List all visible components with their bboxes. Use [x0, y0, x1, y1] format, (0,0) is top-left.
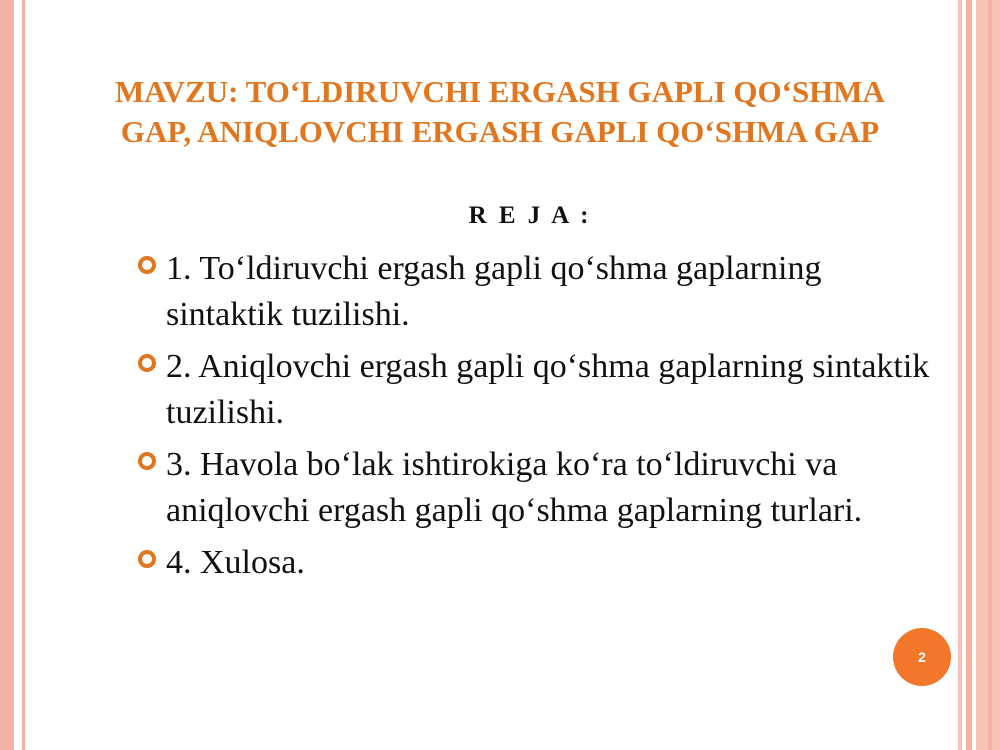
plan-item — [138, 442, 938, 534]
plan-item-text: 4. Xulosa. — [166, 544, 305, 581]
plan-list — [138, 246, 938, 592]
plan-item — [138, 540, 938, 586]
plan-item-text: 3. Havola bo‘lak ishtirokiga ko‘ra to‘ldiruvchi va aniqlovchi ergash gapli qo‘shma gaplarning turlari. — [166, 446, 863, 529]
plan-heading: R E J A : — [468, 202, 592, 229]
plan-item — [138, 344, 938, 436]
left-frame-bar — [0, 0, 14, 750]
right-frame-stripe — [958, 0, 962, 750]
plan-item — [138, 246, 938, 338]
right-frame-stripe — [966, 0, 972, 750]
plan-item-text: 1. To‘ldiruvchi ergash gapli qo‘shma gaplarning sintaktik tuzilishi. — [166, 250, 822, 333]
right-frame-stripe — [988, 0, 992, 750]
ring-bullet-icon — [138, 550, 156, 568]
plan-item-text: 2. Aniqlovchi ergash gapli qo‘shma gaplarning sintaktik tuzilishi. — [166, 348, 930, 431]
slide-title: MAVZU: TO‘LDIRUVCHI ERGASH GAPLI QO‘SHMA GAP, ANIQLOVCHI ERGASH GAPLI QO‘SHMA GAP — [115, 74, 885, 149]
page-number-badge: 2 — [893, 628, 951, 686]
ring-bullet-icon — [138, 256, 156, 274]
left-frame-line — [22, 0, 25, 750]
ring-bullet-icon — [138, 354, 156, 372]
ring-bullet-icon — [138, 452, 156, 470]
